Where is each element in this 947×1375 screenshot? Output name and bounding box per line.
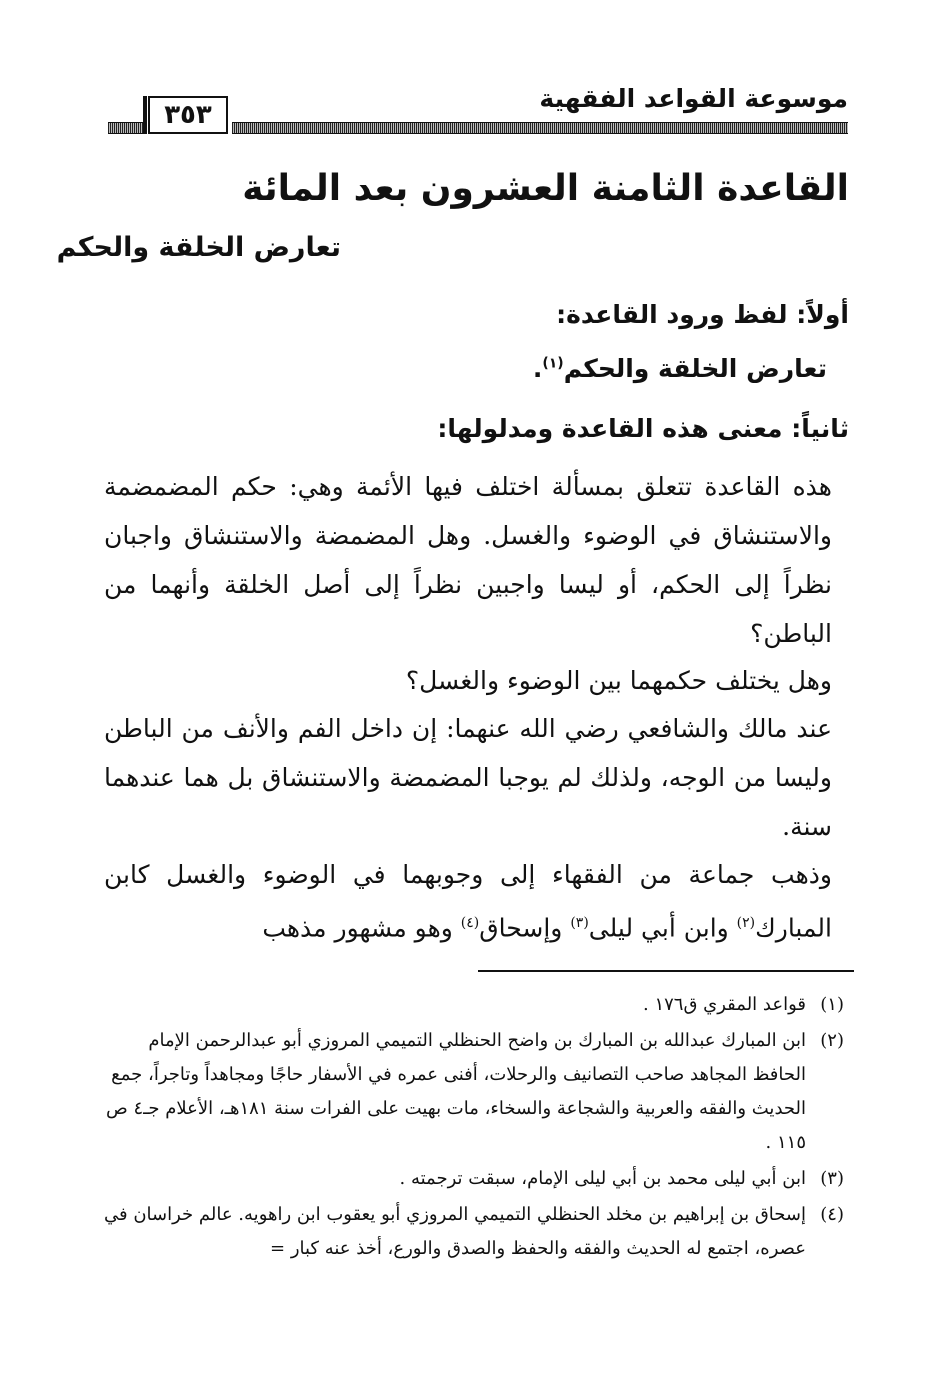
paragraph-4-part-a: وذهب جماعة من الفقهاء إلى وجوبهما في الوضوء والغسل كابن المبارك xyxy=(104,860,832,943)
paragraph-4-part-d: وهو مشهور مذهب xyxy=(262,913,461,943)
header-rule-left xyxy=(108,122,144,134)
page-number: ٣٥٣ xyxy=(148,96,228,134)
running-header xyxy=(108,78,848,136)
chapter-title: القاعدة الثامنة العشرون بعد المائة xyxy=(242,168,849,209)
paragraph-3: عند مالك والشافعي رضي الله عنهما: إن داخل الفم والأنف من الباطن وليسا من الوجه، ولذلك لم يوجبا المضمضة والاستنشاق بل هما عندهما سنة. xyxy=(104,714,832,841)
footnote-item xyxy=(104,1198,844,1266)
rule-statement xyxy=(533,354,827,383)
footnote-item xyxy=(104,988,844,1022)
section-heading-second: ثانياً: معنى هذه القاعدة ومدلولها: xyxy=(437,414,849,443)
rule-text: تعارض الخلقة والحكم xyxy=(563,354,827,383)
rule-end: . xyxy=(532,354,543,383)
header-rule-right xyxy=(232,122,848,134)
chapter-subtitle: تعارض الخلقة والحكم xyxy=(56,232,341,263)
footnote-item xyxy=(104,1024,844,1160)
footnote-ref-1: (١) xyxy=(542,355,564,372)
footnote-ref-3: (٣) xyxy=(570,915,589,931)
book-title: موسوعة القواعد الفقهية xyxy=(539,84,848,113)
footnotes xyxy=(104,988,844,1268)
footnote-text: إسحاق بن إبراهيم بن مخلد الحنظلي التميمي المروزي أبو يعقوب ابن راهويه. عالم خراسان في عصره، اجتمع له الحديث والفقه والحفظ والصدق والورع، أخذ عنه كبار = xyxy=(104,1204,806,1259)
footnote-item xyxy=(104,1162,844,1196)
footnote-separator xyxy=(478,970,854,972)
footnote-ref-2: (٢) xyxy=(736,915,756,931)
footnote-number: (٤) xyxy=(820,1204,844,1225)
footnote-number: (١) xyxy=(820,994,844,1015)
paragraph-4-part-c: وإسحاق xyxy=(479,913,571,943)
footnote-number: (٢) xyxy=(820,1030,844,1051)
paragraph-4 xyxy=(104,850,832,952)
section-heading-first: أولاً: لفظ ورود القاعدة: xyxy=(556,300,849,329)
paragraph-2: وهل يختلف حكمهما بين الوضوء والغسل؟ xyxy=(405,666,832,695)
paragraph-1: هذه القاعدة تتعلق بمسألة اختلف فيها الأئمة وهي: حكم المضمضمة والاستنشاق في الوضوء والغسل. وهل المضمضة والاستنشاق واجبان نظراً إلى الحكم، أو ليسا واجبين نظراً إلى أصل الخلقة وأنهما من الباطن؟ xyxy=(104,472,832,648)
footnote-text: ابن المبارك عبدالله بن المبارك بن واضح الحنظلي التميمي المروزي أبو عبدالرحمن الإمام الحافظ المجاهد صاحب التصانيف والرحلات، أفنى عمره في الأسفار حاجًا ومجاهداً وتاجراً، جمع الحديث والفقه والعربية والشجاعة والسخاء، مات بهيت على الفرات سنة ١٨١هـ، الأعلام جـ٤ ص ١١٥ . xyxy=(105,1030,806,1153)
paragraph-4-part-b: وابن أبي ليلى xyxy=(588,913,737,943)
footnote-text: ابن أبي ليلى محمد بن أبي ليلى الإمام، سبقت ترجمته . xyxy=(399,1168,806,1189)
footnote-ref-4: (٤) xyxy=(460,915,480,931)
footnote-text: قواعد المقري ق١٧٦ . xyxy=(643,994,806,1015)
footnote-number: (٣) xyxy=(820,1168,844,1189)
